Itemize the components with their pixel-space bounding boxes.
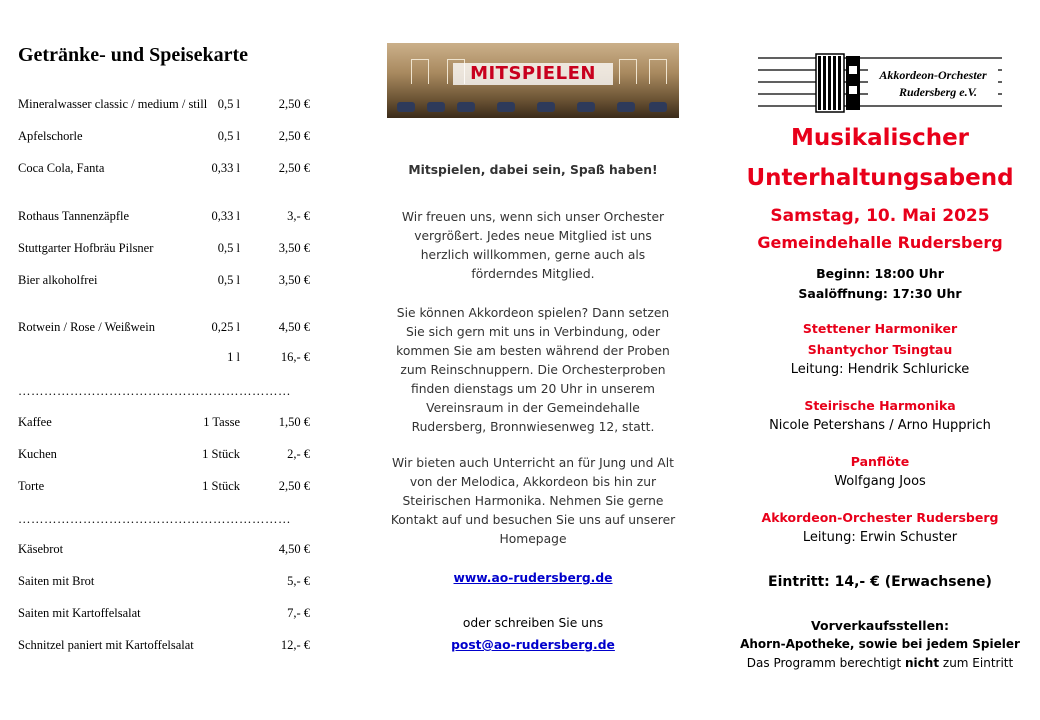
item-qty: 0,5 l (217, 241, 240, 255)
item-name: Rotwein / Rose / Weißwein (18, 320, 155, 334)
act-detail: Wolfgang Joos (834, 474, 926, 489)
item-qty: 1 Stück (202, 447, 240, 461)
item-qty: 0,5 l (217, 273, 240, 287)
menu-separator: ……………………………………………………… (18, 512, 291, 526)
item-name: Mineralwasser classic / medium / still (18, 97, 208, 111)
item-price: 1,50 € (278, 415, 310, 429)
item-name: Kuchen (18, 447, 57, 461)
item-name: Saiten mit Kartoffelsalat (18, 606, 141, 620)
menu-row (18, 320, 310, 338)
item-price: 3,50 € (278, 273, 310, 287)
menu-row (18, 241, 310, 259)
menu-row (18, 638, 310, 656)
item-price: 7,- € (287, 606, 310, 620)
menu-row (18, 447, 310, 465)
item-name: Coca Cola, Fanta (18, 161, 105, 175)
item-qty: 0,25 l (211, 320, 240, 334)
item-price: 12,- € (280, 638, 310, 652)
item-name: Käsebrot (18, 542, 64, 556)
menu-row (18, 479, 310, 497)
item-price: 3,50 € (278, 241, 310, 255)
program-column (740, 0, 1020, 720)
menu-row (18, 209, 310, 227)
act-name: Panflöte (850, 454, 910, 469)
entry-note (740, 656, 1020, 670)
act-name: Akkordeon-Orchester Rudersberg (761, 510, 999, 525)
item-qty: 1 l (227, 350, 240, 364)
item-price: 4,50 € (278, 320, 310, 334)
act-name-2: Shantychor Tsingtau (807, 342, 953, 357)
mitspielen-paragraph-2: Sie können Akkordeon spielen? Dann setzen Sie sich gern mit uns in Verbindung, oder kommen Sie am besten während der Proben zum Reinschnuppern. Die Orchesterproben finden dienstags um 20 Uhr in unserem Vereinsraum in der Gemeindehalle Rudersberg, Bronnwiesenweg 12, statt. (396, 306, 670, 434)
item-qty: 1 Tasse (203, 415, 240, 429)
act-detail: Leitung: Erwin Schuster (802, 530, 958, 545)
act-name: Stettener Harmoniker (802, 321, 958, 336)
item-qty: 0,33 l (211, 209, 240, 223)
item-name: Saiten mit Brot (18, 574, 95, 588)
item-qty: 0,33 l (211, 161, 240, 175)
presale-title: Vorverkaufsstellen: (811, 618, 949, 633)
item-price: 16,- € (280, 350, 310, 364)
menu-row (18, 161, 310, 179)
orchestra-logo (758, 52, 1002, 114)
item-price: 2,50 € (278, 129, 310, 143)
orchestra-photo-banner (387, 43, 679, 118)
item-price: 2,50 € (278, 479, 310, 493)
item-name: Schnitzel paniert mit Kartoffelsalat (18, 638, 194, 652)
logo-line-2: Rudersberg e.V. (898, 85, 978, 99)
mitspielen-column (387, 0, 679, 720)
mitspielen-paragraph-3: Wir bieten auch Unterricht an für Jung und Alt von der Melodica, Akkordeon bis hin zur Steirischen Harmonika. Nehmen Sie gerne Kontakt auf und besuchen Sie uns auf unserer Homepage (390, 456, 676, 546)
menu-row (18, 606, 310, 624)
menu-row (18, 574, 310, 592)
menu-title: Getränke- und Speisekarte (18, 44, 248, 66)
email-link[interactable]: post@ao-rudersberg.de (451, 638, 615, 652)
event-date: Samstag, 10. Mai 2025 (770, 206, 990, 226)
item-name: Apfelschorle (18, 129, 83, 143)
item-qty: 1 Stück (202, 479, 240, 493)
menu-row (18, 97, 310, 115)
item-name: Stuttgarter Hofbräu Pilsner (18, 241, 154, 255)
item-price: 2,- € (287, 447, 310, 461)
item-name: Torte (18, 479, 45, 493)
item-price: 4,50 € (278, 542, 310, 556)
mitspielen-paragraph-1: Wir freuen uns, wenn sich unser Orchester vergrößert. Jedes neue Mitglied ist uns herzlich willkommen, gerne auch als förderndes Mitglied. (401, 210, 665, 281)
banner-label: MITSPIELEN (453, 63, 613, 85)
event-title-line-2: Unterhaltungsabend (746, 165, 1014, 191)
email-line (387, 636, 679, 655)
entry-price: Eintritt: 14,- € (Erwachsene) (768, 574, 992, 590)
menu-separator: ……………………………………………………… (18, 384, 291, 398)
mitspielen-headline: Mitspielen, dabei sein, Spaß haben! (408, 163, 658, 177)
item-qty: 0,5 l (217, 97, 240, 111)
act-detail: Leitung: Hendrik Schluricke (790, 362, 970, 377)
act-name: Steirische Harmonika (804, 398, 956, 413)
menu-row (18, 350, 310, 368)
item-qty: 0,5 l (217, 129, 240, 143)
item-price: 3,- € (287, 209, 310, 223)
entry-note-bold: nicht (905, 656, 940, 670)
menu-row (18, 542, 310, 560)
event-begin: Beginn: 18:00 Uhr (816, 266, 944, 281)
logo-line-1: Akkordeon-Orchester (879, 68, 987, 82)
or-write-text: oder schreiben Sie uns (462, 616, 604, 630)
item-price: 2,50 € (278, 97, 310, 111)
website-line (387, 569, 679, 588)
menu-column (18, 0, 318, 720)
act-detail: Nicole Petershans / Arno Hupprich (769, 418, 991, 433)
entry-note-pre: Das Programm berechtigt (746, 656, 906, 670)
entry-note-post: zum Eintritt (939, 656, 1014, 670)
presale-places: Ahorn-Apotheke, sowie bei jedem Spieler (740, 637, 1020, 651)
website-link[interactable]: www.ao-rudersberg.de (453, 571, 613, 585)
event-venue: Gemeindehalle Rudersberg (757, 233, 1003, 252)
menu-row (18, 415, 310, 433)
event-doors: Saalöffnung: 17:30 Uhr (798, 286, 962, 301)
item-price: 5,- € (287, 574, 310, 588)
item-name: Kaffee (18, 415, 52, 429)
event-title-line-1: Musikalischer (790, 125, 970, 151)
item-price: 2,50 € (278, 161, 310, 175)
menu-row (18, 129, 310, 147)
item-name: Bier alkoholfrei (18, 273, 98, 287)
menu-row (18, 273, 310, 291)
item-name: Rothaus Tannenzäpfle (18, 209, 130, 223)
